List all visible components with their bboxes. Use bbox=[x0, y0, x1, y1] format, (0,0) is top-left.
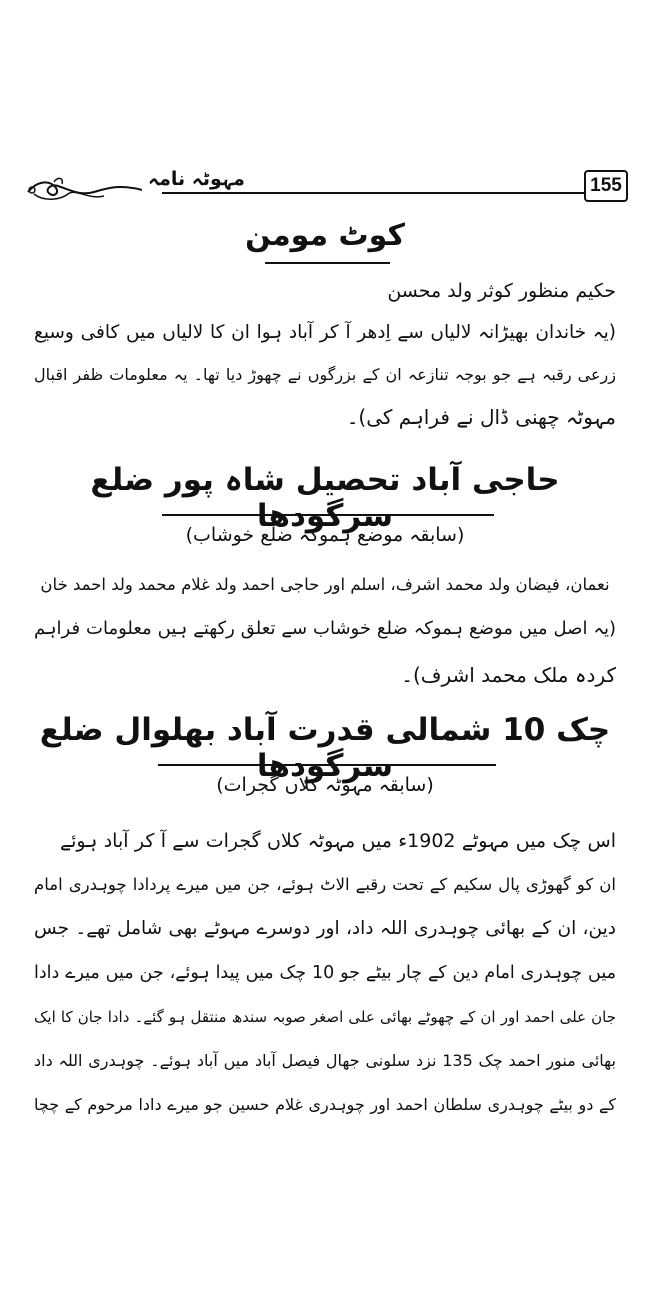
heading-underline bbox=[158, 764, 496, 766]
heading-underline bbox=[162, 514, 494, 516]
heading-underline bbox=[265, 262, 390, 264]
text-line: جان علی احمد اور ان کے چھوٹے بھائی علی اصغر صوبہ سندھ منتقل ہو گئے۔ دادا جان کا ایک bbox=[34, 1008, 616, 1026]
heading-chak-10: چک 10 شمالی قدرت آباد بھلوال ضلع سرگودھا bbox=[39, 712, 611, 784]
text-line: (یہ خاندان بھیڑانہ لالیاں سے اِدھر آ کر آباد ہوا ان کا لالیاں میں کافی وسیع bbox=[34, 322, 616, 343]
text-line: کے دو بیٹے چوہدری سلطان احمد اور چوہدری غلام حسین جو میرے دادا مرحوم کے چچا bbox=[34, 1095, 616, 1114]
text-line: مہوٹہ چھنی ڈال نے فراہم کی)۔ bbox=[346, 405, 616, 429]
text-line: میں چوہدری امام دین کے چار بیٹے جو 10 چک میں پیدا ہوئے، جن میں میرے دادا bbox=[34, 963, 617, 983]
text-line: بھائی منور احمد چک 135 نزد سلونی جھال فیصل آباد میں آباد ہوئے۔ چوہدری اللہ داد bbox=[34, 1051, 616, 1070]
names-line: نعمان، فیضان ولد محمد اشرف، اسلم اور حاجی احمد ولد غلام محمد ولد احمد خان bbox=[40, 575, 610, 594]
header-rule bbox=[162, 192, 586, 194]
subtitle-chak-10: (سابقہ مہوٹہ کلاں گجرات) bbox=[216, 774, 434, 796]
flourish-ornament-icon bbox=[24, 174, 144, 204]
page-number: 155 bbox=[584, 170, 628, 202]
text-line: (یہ اصل میں موضع ہموکہ ضلع خوشاب سے تعلق رکھتے ہیں معلومات فراہم bbox=[34, 618, 616, 639]
page-header bbox=[22, 170, 628, 204]
text-line: کردہ ملک محمد اشرف)۔ bbox=[401, 663, 616, 687]
author-line: حکیم منظور کوثر ولد محسن bbox=[387, 280, 616, 302]
book-title: مہوٹہ نامہ bbox=[142, 168, 251, 190]
text-line: ان کو گھوڑی پال سکیم کے تحت رقبے الاٹ ہوئے، جن میں میرے پردادا چوہدری امام bbox=[34, 875, 616, 894]
text-line: زرعی رقبہ ہے جو بوجہ تنازعہ ان کے بزرگوں نے چھوڑ دیا تھا۔ یہ معلومات ظفر اقبال bbox=[34, 365, 616, 384]
heading-kot-momin: کوٹ مومن bbox=[245, 218, 405, 253]
text-line: دین، ان کے بھائی چوہدری اللہ داد، اور دوسرے مہوٹے بھی شامل تھے۔ جس bbox=[34, 918, 616, 939]
heading-haji-abad: حاجی آباد تحصیل شاہ پور ضلع سرگودھا bbox=[90, 462, 560, 534]
text-line: اس چک میں مہوٹے 1902ء میں مہوٹہ کلاں گجرات سے آ کر آباد ہوئے bbox=[60, 830, 616, 852]
subtitle-haji-abad: (سابقہ موضع ہموکہ ضلع خوشاب) bbox=[185, 524, 465, 546]
